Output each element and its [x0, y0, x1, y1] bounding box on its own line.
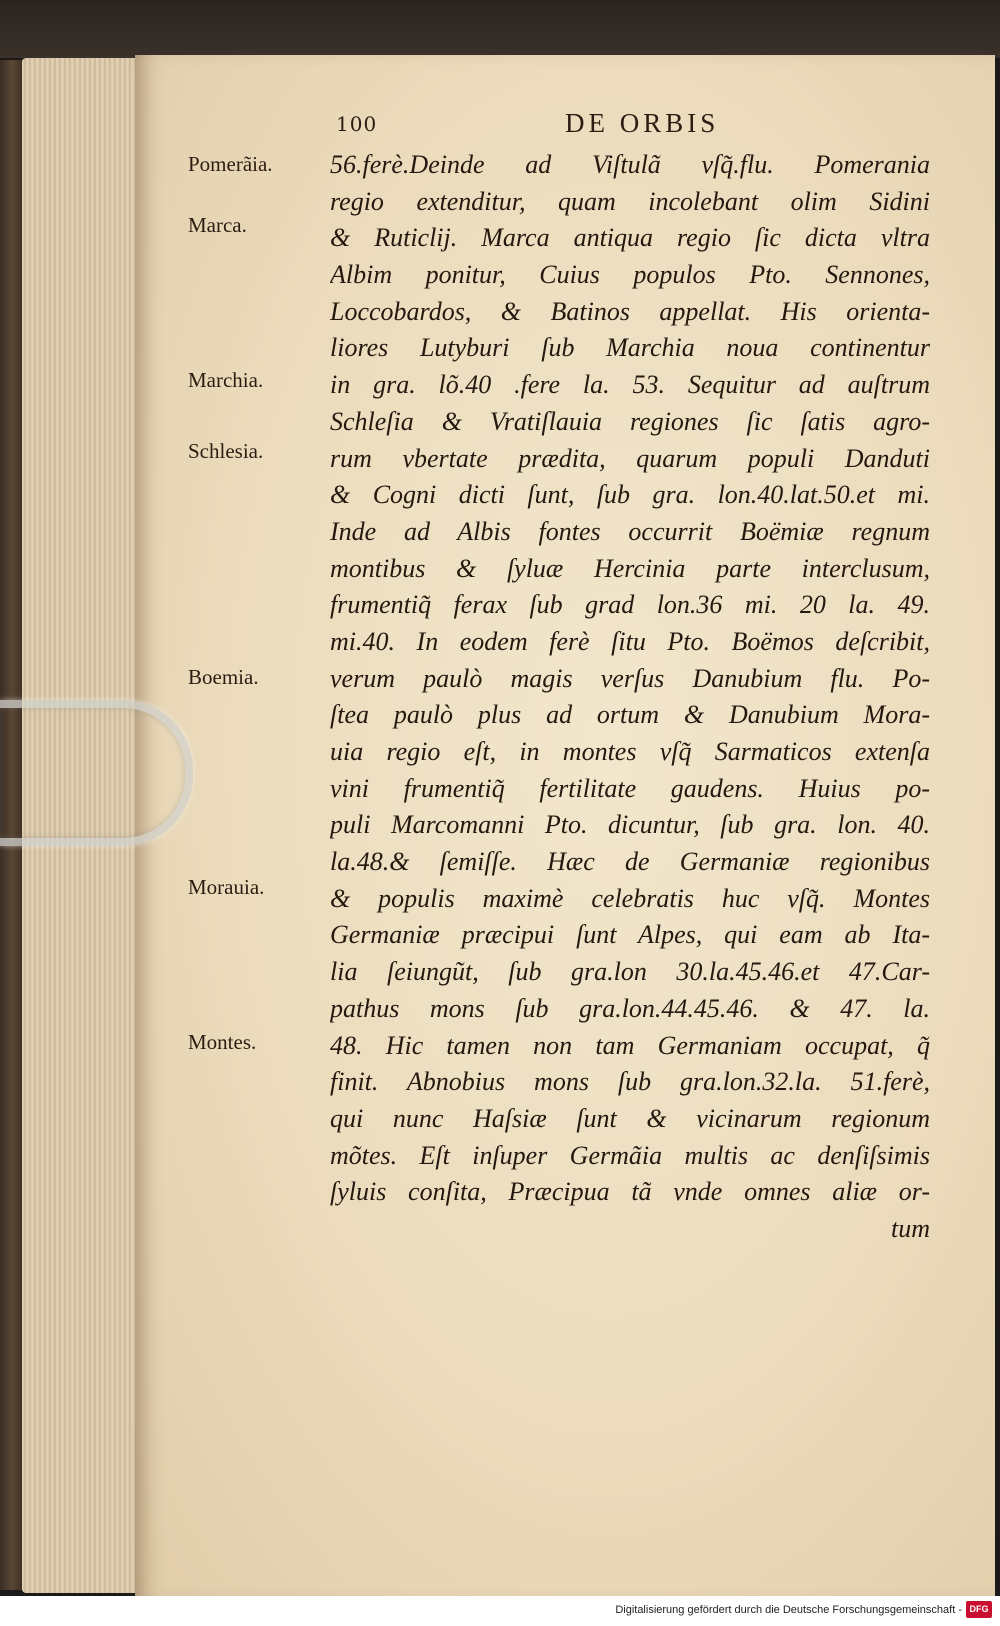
text-line: mõtes. Eſt inſuper Germãia multis ac denſiſsimis — [330, 1140, 930, 1170]
dfg-logo: DFG — [966, 1601, 992, 1618]
folio-number: 100 — [336, 112, 378, 136]
text-line: & populis maximè celebratis huc vſq͂. Montes — [330, 883, 930, 913]
text-line: Schleſia & Vratiſlauia regiones ſic ſatis agro- — [330, 406, 930, 436]
margin-note-pomerania: Pomerãia. — [188, 152, 273, 176]
funding-credit: Digitalisierung gefördert durch die Deutsche Forschungsgemeinschaft - — [615, 1604, 962, 1616]
text-line: mi.40. In eodem ferè ſitu Pto. Boëmos deſcribit, — [330, 626, 930, 656]
text-line: montibus & ſyluæ Hercinia parte interclusum, — [330, 553, 930, 583]
margin-note-montes: Montes. — [188, 1030, 257, 1054]
margin-note-marca: Marca. — [188, 213, 247, 237]
text-line: Inde ad Albis fontes occurrit Boëmiæ regnum — [330, 516, 930, 546]
text-line: uia regio eſt, in montes vſq͂ Sarmaticos extenſa — [330, 737, 930, 766]
text-line: frumentiq͂ ferax ſub grad lon.36 mi. 20 la. 49. — [330, 590, 930, 620]
text-line: liores Lutyburi ſub Marchia noua continentur — [330, 333, 930, 363]
margin-note-boemia: Boemia. — [188, 665, 259, 689]
text-line: verum paulò magis verſus Danubium flu. Po- — [330, 663, 930, 693]
margin-note-schlesia: Schlesia. — [188, 439, 264, 463]
margin-note-morauia: Morauia. — [188, 875, 265, 899]
text-line: ſyluis conſita, Præcipua tã vnde omnes aliæ or- — [330, 1177, 930, 1207]
text-line: puli Marcomanni Pto. dicuntur, ſub gra. lon. 40. — [330, 810, 930, 840]
text-line: pathus mons ſub gra.lon.44.45.46. & 47. la. — [330, 993, 930, 1023]
text-line: regio extenditur, quam incolebant olim Sidini — [330, 186, 930, 216]
text-line: la.48.& ſemiſſe. Hæc de Germaniæ regionibus — [330, 847, 930, 877]
running-title: DE ORBIS — [565, 108, 720, 138]
text-line: lia ſeiungũt, ſub gra.lon 30.la.45.46.et 47.Car- — [330, 957, 930, 987]
text-line: 56.ferè.Deinde ad Viſtulã vſq͂.flu. Pomerania — [330, 150, 930, 179]
text-line: vini frumentiq͂ fertilitate gaudens. Huius po- — [330, 773, 930, 803]
text-line: finit. Abnobius mons ſub gra.lon.32.la. 51.ferè, — [330, 1067, 930, 1097]
body-text — [330, 147, 930, 1248]
text-line: & Ruticlij. Marca antiqua regio ſic dicta vltra — [330, 223, 930, 253]
scan-background-top — [0, 0, 1000, 58]
text-line: in gra. lõ.40 .fere la. 53. Sequitur ad auſtrum — [330, 370, 930, 400]
text-line: 48. Hic tamen non tam Germaniam occupat, q͂ — [330, 1030, 930, 1060]
page-clip — [0, 700, 193, 846]
text-line: rum vbertate prædita, quarum populi Danduti — [330, 443, 930, 473]
text-line: Loccobardos, & Batinos appellat. His orienta- — [330, 296, 930, 326]
text-line: & Cogni dicti ſunt, ſub gra. lon.40.lat.50.et mi. — [330, 480, 930, 510]
text-line: Germaniæ præcipui ſunt Alpes, qui eam ab Ita- — [330, 920, 930, 950]
text-line: qui nunc Haſsiæ ſunt & vicinarum regionum — [330, 1103, 930, 1133]
margin-note-marchia: Marchia. — [188, 368, 264, 392]
text-line: ſtea paulò plus ad ortum & Danubium Mora- — [330, 700, 930, 730]
text-line: Albim ponitur, Cuius populos Pto. Sennones, — [330, 260, 930, 290]
catchword: tum — [891, 1213, 930, 1243]
